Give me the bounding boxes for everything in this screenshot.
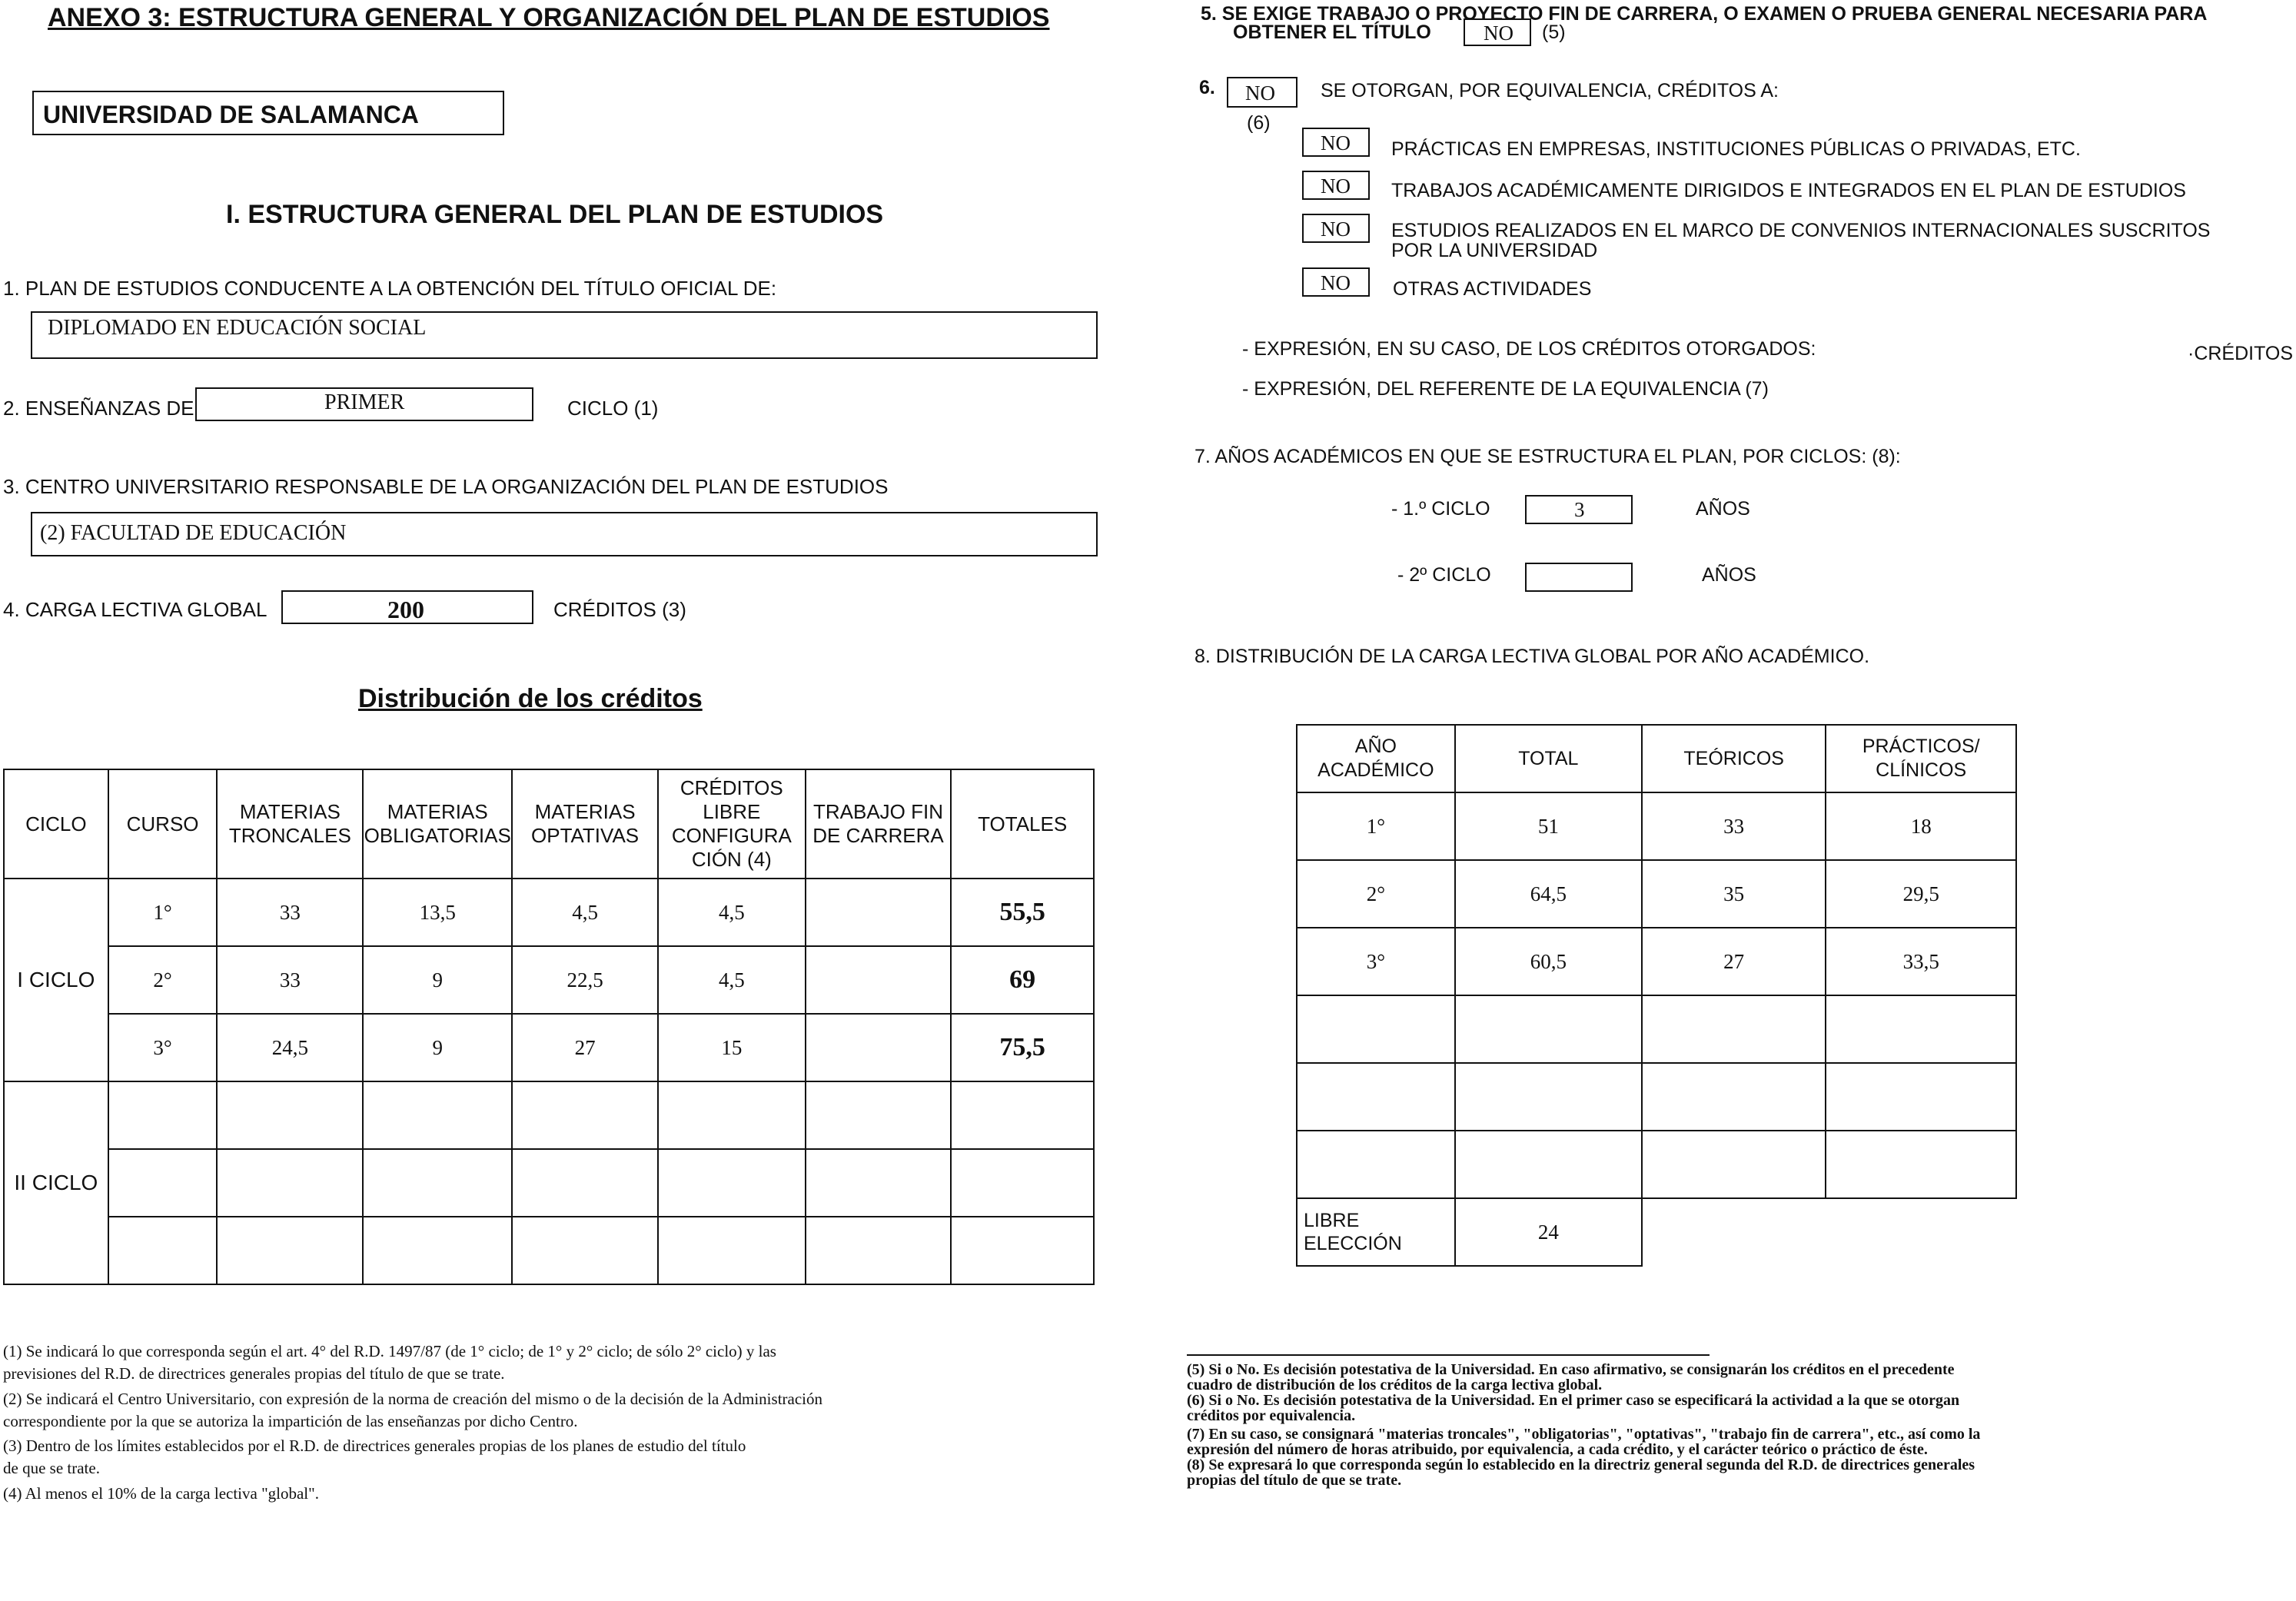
cell: 18 (1826, 792, 2016, 860)
q8-label: 8. DISTRIBUCIÓN DE LA CARGA LECTIVA GLOBAL POR AÑO ACADÉMICO. (1195, 646, 1870, 667)
header-obligatorias: MATERIAS OBLIGATORIAS (363, 769, 512, 879)
q7-label: 7. AÑOS ACADÉMICOS EN QUE SE ESTRUCTURA EL PLAN, POR CICLOS: (8): (1195, 446, 1901, 467)
cycle-1-label: - 1.º CICLO (1391, 498, 1490, 520)
footnote-line: (8) Se expresará lo que corresponda según lo establecido en la directriz general segunda del R.D. de directrices generales (1187, 1457, 1975, 1473)
cell: 4,5 (658, 879, 806, 946)
total-cell: 55,5 (951, 879, 1094, 946)
cell: 33 (217, 946, 363, 1014)
q4-suffix: CRÉDITOS (3) (553, 598, 686, 621)
cell: 33 (217, 879, 363, 946)
libre-eleccion-label: LIBRE ELECCIÓN (1297, 1198, 1455, 1266)
cycle-2-unit: AÑOS (1702, 564, 1756, 586)
footnote-line: propias del título de que se trate. (1187, 1472, 1402, 1489)
table-row (1297, 1198, 2016, 1266)
university-name: UNIVERSIDAD DE SALAMANCA (43, 101, 419, 128)
q6-item-3-label: ESTUDIOS REALIZADOS EN EL MARCO DE CONVENIOS INTERNACIONALES SUSCRITOS (1391, 220, 2211, 241)
table-row (4, 1217, 1094, 1284)
cell (806, 1014, 952, 1081)
expression-credits-suffix: ·CRÉDITOS (2188, 343, 2294, 364)
q6-item-3-field (1302, 214, 1370, 243)
header-total: TOTAL (1455, 725, 1642, 792)
q4-value: 200 (387, 596, 424, 623)
cell: 9 (363, 946, 512, 1014)
footnote-line: (4) Al menos el 10% de la carga lectiva "global". (3, 1484, 319, 1503)
table-row (1297, 928, 2016, 995)
cycle-1-label: I CICLO (4, 879, 108, 1081)
q6-item-1-label: PRÁCTICAS EN EMPRESAS, INSTITUCIONES PÚBLICAS O PRIVADAS, ETC. (1391, 138, 2081, 160)
footnote-separator (1187, 1354, 1710, 1356)
q6-item-1-value: NO (1321, 131, 1351, 154)
cell: 35 (1642, 860, 1826, 928)
q3-value: (2) FACULTAD DE EDUCACIÓN (40, 521, 347, 545)
header-optativas: MATERIAS OPTATIVAS (512, 769, 658, 879)
total-cell: 69 (951, 946, 1094, 1014)
footnote-line: (5) Si o No. Es decisión potestativa de la Universidad. En caso afirmativo, se consignarán los créditos en el precedente (1187, 1361, 1955, 1378)
cell: 33,5 (1826, 928, 2016, 995)
cell: 2° (1297, 860, 1455, 928)
q6-item-4-label: OTRAS ACTIVIDADES (1393, 278, 1592, 300)
header-trabajo-fin-carrera: TRABAJO FIN DE CARRERA (806, 769, 952, 879)
footnote-line: previsiones del R.D. de directrices generales propias del título de que se trate. (3, 1364, 505, 1383)
footnote-line: (3) Dentro de los límites establecidos por el R.D. de directrices generales propias de los planes de estudio del título (3, 1437, 746, 1455)
q6-item-1-field (1302, 128, 1370, 157)
table-row (1297, 1131, 2016, 1198)
cell: 15 (658, 1014, 806, 1081)
footnote-line: de que se trate. (3, 1459, 100, 1477)
footnote-line: cuadro de distribución de los créditos de la carga lectiva global. (1187, 1377, 1603, 1393)
libre-eleccion-value: 24 (1455, 1198, 1642, 1266)
cell: 27 (1642, 928, 1826, 995)
q6-item-3-value: NO (1321, 218, 1351, 241)
header-ciclo: CICLO (4, 769, 108, 879)
cell: 29,5 (1826, 860, 2016, 928)
q6-item-2-value: NO (1321, 174, 1351, 198)
cell: 3° (108, 1014, 218, 1081)
cell: 13,5 (363, 879, 512, 946)
q6-value: NO (1245, 81, 1275, 105)
cell: 1° (108, 879, 218, 946)
q2-label: 2. ENSEÑANZAS DE (3, 397, 194, 420)
table-row (1297, 995, 2016, 1063)
expression-reference: - EXPRESIÓN, DEL REFERENTE DE LA EQUIVALENCIA (7) (1242, 378, 1769, 400)
credits-table (3, 769, 1095, 1285)
footnote-line: correspondiente por la que se autoriza la impartición de las enseñanzas por dicho Centro. (3, 1412, 578, 1430)
cell (806, 946, 952, 1014)
q1-field (31, 311, 1098, 359)
q6-item-4-value: NO (1321, 271, 1351, 294)
table-row (1297, 792, 2016, 860)
total-cell: 75,5 (951, 1014, 1094, 1081)
q3-label: 3. CENTRO UNIVERSITARIO RESPONSABLE DE LA ORGANIZACIÓN DEL PLAN DE ESTUDIOS (3, 475, 889, 498)
annex-title: ANEXO 3: ESTRUCTURA GENERAL Y ORGANIZACIÓN DEL PLAN DE ESTUDIOS (48, 3, 1050, 32)
cycle-1-field (1525, 495, 1633, 524)
header-totales: TOTALES (951, 769, 1094, 879)
q5-line1: 5. SE EXIGE TRABAJO O PROYECTO FIN DE CARRERA, O EXAMEN O PRUEBA GENERAL NECESARIA PARA (1201, 3, 2208, 25)
section-title: I. ESTRUCTURA GENERAL DEL PLAN DE ESTUDIOS (226, 200, 884, 229)
cell: 3° (1297, 928, 1455, 995)
footnote-line: (7) En su caso, se consignará "materias troncales", "obligatorias", "optativas", "trabajo fin de carrera", etc., así como la (1187, 1426, 1981, 1443)
footnote-line: (2) Se indicará el Centro Universitario, con expresión de la norma de creación del mismo o de la decisión de la Administración (3, 1390, 822, 1408)
university-box (32, 91, 504, 135)
cycle-1-unit: AÑOS (1696, 498, 1750, 520)
table-row (4, 1081, 1094, 1149)
q6-number: 6. (1199, 77, 1215, 98)
cell: 4,5 (512, 879, 658, 946)
cell (806, 879, 952, 946)
header-ano-academico: AÑO ACADÉMICO (1297, 725, 1455, 792)
q4-label: 4. CARGA LECTIVA GLOBAL (3, 598, 267, 621)
header-practicos: PRÁCTICOS/ CLÍNICOS (1826, 725, 2016, 792)
q2-value: PRIMER (324, 390, 405, 414)
header-curso: CURSO (108, 769, 218, 879)
table-row (4, 946, 1094, 1014)
q6-item-2-field (1302, 171, 1370, 200)
q5-value: NO (1484, 22, 1513, 45)
footnote-line: expresión del número de horas atribuido, por equivalencia, a cada crédito, y el carácter teórico o práctico de éste. (1187, 1441, 1928, 1458)
header-libre-configuracion: CRÉDITOS LIBRE CONFIGURA CIÓN (4) (658, 769, 806, 879)
q6-item-3-label-cont: POR LA UNIVERSIDAD (1391, 240, 1598, 261)
q5-line2: OBTENER EL TÍTULO (1233, 22, 1431, 43)
cell: 9 (363, 1014, 512, 1081)
cell: 4,5 (658, 946, 806, 1014)
cycle-2-field (1525, 563, 1633, 592)
q4-field (281, 590, 533, 624)
table-row (1297, 860, 2016, 928)
header-troncales: MATERIAS TRONCALES (217, 769, 363, 879)
q5-field (1464, 18, 1531, 46)
q6-field (1227, 77, 1298, 108)
table-row (4, 1149, 1094, 1217)
q1-label: 1. PLAN DE ESTUDIOS CONDUCENTE A LA OBTENCIÓN DEL TÍTULO OFICIAL DE: (3, 277, 777, 300)
q2-field (195, 387, 533, 421)
cycle-2-label: II CICLO (4, 1081, 108, 1284)
footnote-line: (6) Si o No. Es decisión potestativa de la Universidad. En el primer caso se especificará la actividad a la que se otorgan (1187, 1392, 1960, 1409)
footnote-line: créditos por equivalencia. (1187, 1407, 1356, 1424)
table-row (4, 1014, 1094, 1081)
header-teoricos: TEÓRICOS (1642, 725, 1826, 792)
q2-suffix: CICLO (1) (567, 397, 659, 420)
table-row (1297, 1063, 2016, 1131)
annual-load-table (1296, 724, 2017, 1267)
cell: 33 (1642, 792, 1826, 860)
q1-value: DIPLOMADO EN EDUCACIÓN SOCIAL (48, 316, 427, 340)
distribution-title: Distribución de los créditos (358, 684, 703, 713)
q3-field (31, 512, 1098, 556)
table-row (4, 879, 1094, 946)
cell: 60,5 (1455, 928, 1642, 995)
cell: 27 (512, 1014, 658, 1081)
cell: 64,5 (1455, 860, 1642, 928)
expression-credits: - EXPRESIÓN, EN SU CASO, DE LOS CRÉDITOS OTORGADOS: (1242, 338, 1816, 360)
q6-item-2-label: TRABAJOS ACADÉMICAMENTE DIRIGIDOS E INTEGRADOS EN EL PLAN DE ESTUDIOS (1391, 180, 2186, 201)
cell: 2° (108, 946, 218, 1014)
footnote-line: (1) Se indicará lo que corresponda según el art. 4° del R.D. 1497/87 (de 1° ciclo; de 1° y 2° ciclo; de sólo 2° ciclo) y las (3, 1342, 776, 1360)
q6-note: (6) (1247, 112, 1271, 134)
cell: 51 (1455, 792, 1642, 860)
cell: 1° (1297, 792, 1455, 860)
cycle-1-value: 3 (1574, 498, 1585, 521)
cycle-2-label: - 2º CICLO (1397, 564, 1491, 586)
cell: 24,5 (217, 1014, 363, 1081)
cell: 22,5 (512, 946, 658, 1014)
q6-label: SE OTORGAN, POR EQUIVALENCIA, CRÉDITOS A: (1321, 80, 1779, 101)
q6-item-4-field (1302, 267, 1370, 297)
q5-note: (5) (1542, 22, 1566, 43)
